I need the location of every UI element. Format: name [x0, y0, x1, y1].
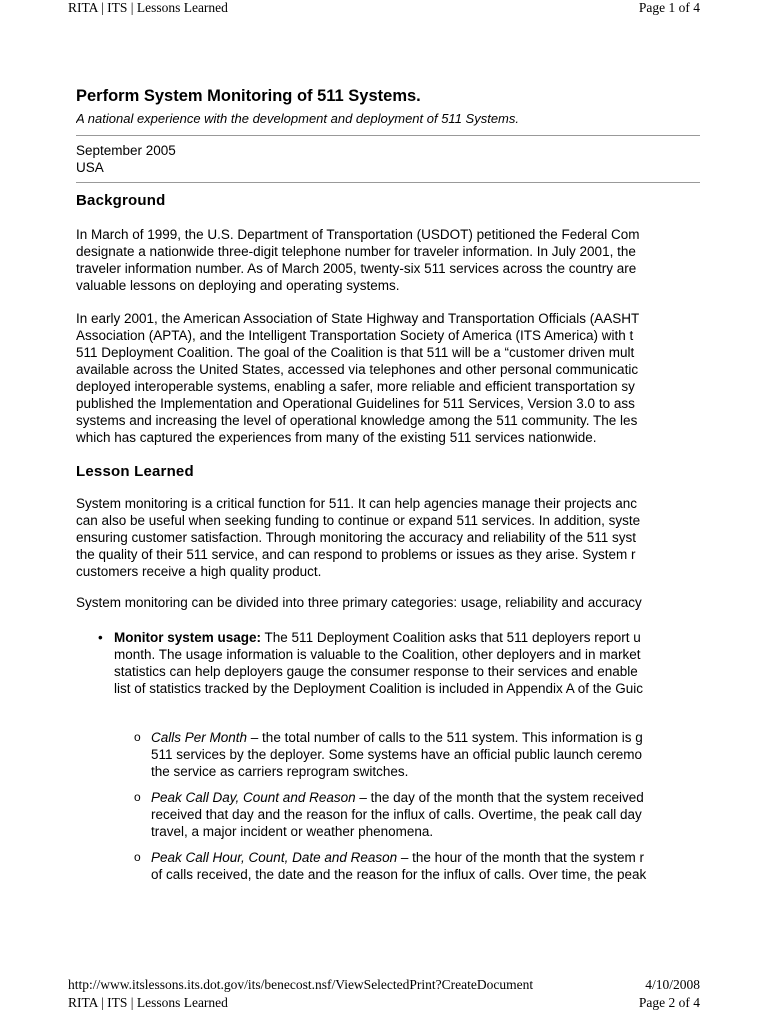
text-line [151, 789, 700, 806]
lesson-paragraph-1 [76, 495, 700, 580]
text-line: System monitoring is a critical function for 511. It can help agencies manage their projects anc [76, 496, 638, 511]
text-line: received that day and the reason for the influx of calls. Overtime, the peak call day [151, 807, 642, 822]
subitem-lead: Peak Call Day, Count and Reason [151, 790, 356, 805]
bullet-text: The 511 Deployment Coalition asks that 511 deployers report u [261, 630, 641, 645]
subitem-lead: Peak Call Hour, Count, Date and Reason [151, 850, 398, 865]
text-line: customers receive a high quality product. [76, 564, 322, 579]
subitem-marker: o [134, 850, 141, 864]
text-line: list of statistics tracked by the Deployment Coalition is included in Appendix A of the Guic [114, 681, 644, 696]
text-line: available across the United States, accessed via telephones and other personal communicatic [76, 362, 639, 377]
text-line: the service as carriers reprogram switches. [151, 764, 409, 779]
background-paragraph-2 [76, 310, 700, 446]
text-line: valuable lessons on deploying and operating systems. [76, 278, 400, 293]
footer-page-number: Page 2 of 4 [638, 995, 700, 1010]
text-line: traveler information number. As of March 2005, twenty-six 511 services across the country are [76, 261, 637, 276]
text-line [151, 729, 700, 746]
subitem-text: – the total number of calls to the 511 system. This information is g [247, 730, 643, 745]
footer-date: 4/10/2008 [645, 977, 700, 992]
text-line: deployed interoperable systems, enabling a safer, more reliable and efficient transportation sy [76, 379, 635, 394]
text-line: statistics can help deployers gauge the consumer response to their services and enable [114, 664, 638, 679]
text-line: can also be useful when seeking funding to continue or expand 511 services. In addition, syste [76, 513, 641, 528]
text-line: systems and increasing the level of operational knowledge among the 511 community. The les [76, 413, 638, 428]
subitem-peak-call-hour [76, 849, 700, 883]
divider [76, 182, 700, 183]
subitem-marker: o [134, 790, 141, 804]
document-title: Perform System Monitoring of 511 Systems. [76, 87, 421, 105]
text-line [114, 629, 700, 646]
page-footer-header-row [68, 995, 700, 1011]
background-paragraph-1 [76, 226, 700, 294]
text-line: published the Implementation and Operational Guidelines for 511 Services, Version 3.0 to ass [76, 396, 635, 411]
text-line: month. The usage information is valuable to the Coalition, other deployers and in market [114, 647, 641, 662]
header-site-title: RITA | ITS | Lessons Learned [68, 0, 228, 15]
footer-site-title: RITA | ITS | Lessons Learned [68, 995, 228, 1010]
text-line: travel, a major incident or weather phenomena. [151, 824, 434, 839]
text-line: 511 Deployment Coalition. The goal of the Coalition is that 511 will be a “customer driven mult [76, 345, 635, 360]
subitem-calls-per-month [76, 729, 700, 780]
text-line: System monitoring can be divided into three primary categories: usage, reliability and accuracy [76, 595, 642, 610]
document-date: September 2005 [76, 143, 176, 158]
lesson-learned-heading: Lesson Learned [76, 463, 194, 480]
subitem-peak-call-day [76, 789, 700, 840]
text-line: of calls received, the date and the reason for the influx of calls. Over time, the peak [151, 867, 647, 882]
text-line: which has captured the experiences from many of the existing 511 services nationwide. [76, 430, 597, 445]
bullet-marker: • [98, 630, 103, 645]
lesson-paragraph-2 [76, 594, 700, 611]
page-footer-url-row [68, 977, 700, 993]
text-line: designate a nationwide three-digit telephone number for traveler information. In July 2001, the [76, 244, 636, 259]
divider [76, 135, 700, 136]
subitem-marker: o [134, 730, 141, 744]
text-line: 511 services by the deployer. Some systems have an official public launch ceremo [151, 747, 643, 762]
header-page-number: Page 1 of 4 [638, 0, 700, 15]
text-line [151, 849, 700, 866]
page-header [68, 0, 700, 16]
subitem-text: – the day of the month that the system received [355, 790, 644, 805]
subitem-text: – the hour of the month that the system r [397, 850, 645, 865]
text-line: In early 2001, the American Association of State Highway and Transportation Officials (AASHT [76, 311, 640, 326]
subitem-lead: Calls Per Month [151, 730, 248, 745]
footer-url[interactable]: http://www.itslessons.its.dot.gov/its/benecost.nsf/ViewSelectedPrint?CreateDocument [68, 977, 534, 992]
bullet-monitor-usage [76, 629, 700, 697]
text-line: the quality of their 511 service, and can respond to problems or issues as they arise. System r [76, 547, 636, 562]
text-line: Association (APTA), and the Intelligent Transportation Society of America (ITS America) with t [76, 328, 634, 343]
background-heading: Background [76, 192, 166, 209]
document-subtitle: A national experience with the development and deployment of 511 Systems. [76, 111, 519, 126]
text-line: ensuring customer satisfaction. Through monitoring the accuracy and reliability of the 511 syst [76, 530, 637, 545]
document-location: USA [76, 160, 104, 175]
document-body [76, 86, 700, 883]
bullet-lead: Monitor system usage: [114, 630, 262, 645]
document-meta [76, 142, 700, 176]
text-line: In March of 1999, the U.S. Department of Transportation (USDOT) petitioned the Federal Com [76, 227, 640, 242]
